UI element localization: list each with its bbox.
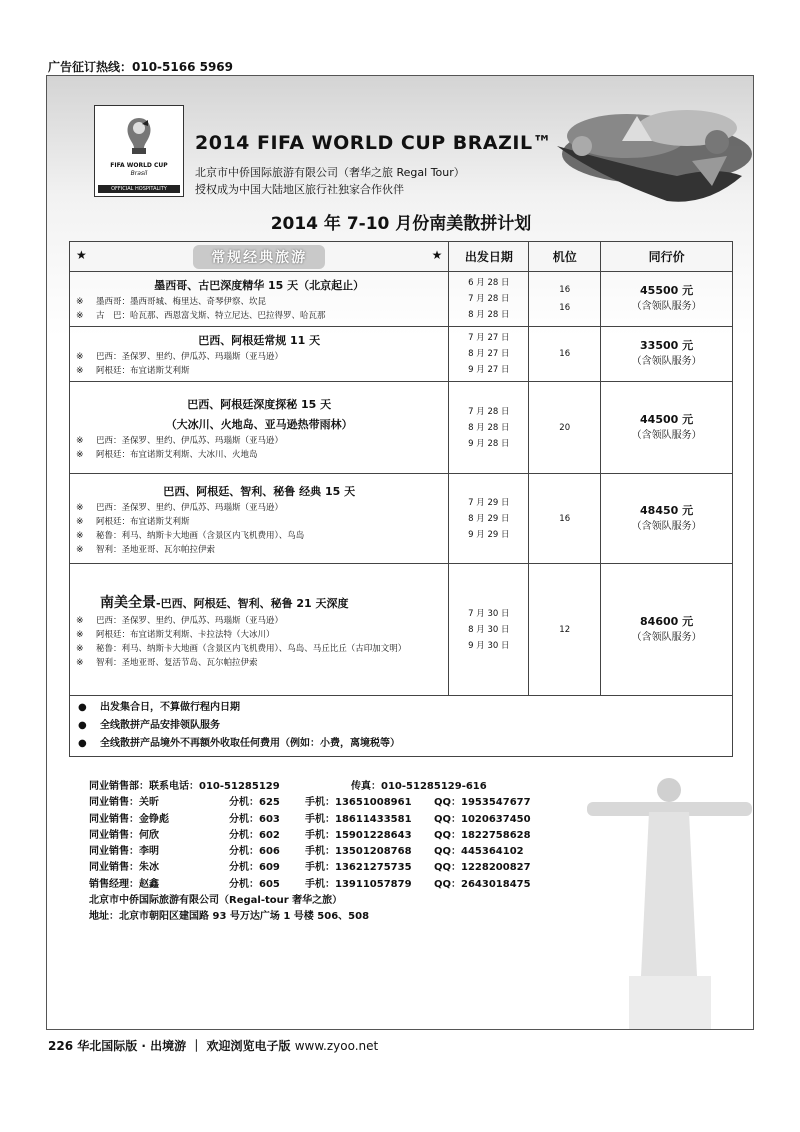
star-icon: ★ [76, 248, 87, 262]
table-row [70, 272, 733, 327]
trade-price: 33500 元 （含领队服务） [601, 327, 733, 382]
decorative-artwork [517, 106, 752, 216]
trade-price: 44500 元 （含领队服务） [601, 382, 733, 474]
route-line: ※ 巴西：圣保罗、里约、伊瓜苏、玛瑙斯（亚马逊） [76, 615, 284, 626]
trade-price: 84600 元 （含领队服务） [601, 564, 733, 696]
star-icon: ★ [431, 248, 443, 262]
notes-row [70, 696, 733, 757]
route-cell [70, 382, 449, 474]
table-row [70, 474, 733, 564]
trade-price: 48450 元 （含领队服务） [601, 474, 733, 564]
dates-column-header: 出发日期 [449, 242, 529, 272]
route-title: 墨西哥、古巴深度精华 15 天（北京起止） [154, 279, 365, 292]
note-item: ● 全线散拼产品境外不再额外收取任何费用（例如：小费，离境税等） [78, 738, 400, 749]
logo-text-hospitality: OFFICIAL HOSPITALITY [98, 185, 180, 193]
departure-dates: 7 月 30 日 8 月 30 日 9 月 30 日 [449, 564, 529, 696]
route-line: ※ 智利：圣地亚哥、瓦尔帕拉伊索 [76, 544, 216, 555]
sales-dept-phone: 同业销售部：联系电话：010-51285129 [89, 781, 280, 792]
trade-price: 45500 元 （含领队服务） [601, 272, 733, 327]
route-title: 南美全景-巴西、阿根廷、智利、秘鲁 21 天深度 [100, 594, 349, 611]
seat-count: 12 [529, 564, 601, 696]
route-line: ※ 墨西哥：墨西哥城、梅里达、奇琴伊察、坎昆 [76, 297, 267, 307]
notes-cell [70, 696, 733, 757]
table-header-row [70, 242, 733, 272]
route-line: ※ 阿根廷：布宜诺斯艾利斯、大冰川、火地岛 [76, 449, 258, 460]
advert-frame: FIFA WORLD CUP Brasil OFFICIAL HOSPITALITY 2014 FIFA WORLD CUP BRAZIL™ 北京市中侨国际旅游有限公司（奢华之旅 Regal Tour） 授权成为中国大陆地区旅行社独家合作伙伴 2014 年 7-10 月份南美散拼计划 ★ 常规经典旅游 ★ 出发日期 机位 同行价 墨西哥、古巴深度精华 15 天（北京起止） ※ 墨西哥：墨西哥城、梅里达、奇琴伊察、坎昆 ※ 古 巴：哈瓦那、西恩富戈斯、特立尼达、巴拉得罗、哈瓦那 6 月 28 日 7 月 28 日 8 月 28 日 16 16 45500 元 （含领队服务） 巴西、阿根廷常规 11 天 ※ 巴西：圣保罗、里约、伊瓜苏、玛瑙斯（亚马逊） ※ 阿根廷：布宜诺斯艾利斯 7 月 27 日 8 月 27 日 9 月 27 日 16 33500 元 （含领队服务） 巴西、阿根廷深度探秘 15 天 （大冰川、火地岛、亚马逊热带雨林） ※ 巴西：圣保罗、里约、伊瓜苏、玛瑙斯（亚马逊） ※ 阿根廷：布宜诺斯艾利斯、大冰川、火地岛 7 月 28 日 8 月 28 日 9 月 28 日 20 44500 元 （含领队服务） 巴西、阿根廷、智利、秘鲁 经典 15 天 ※ 巴西：圣保罗、里约、伊瓜苏、玛瑙斯（亚马逊） ※ 阿根廷：布宜诺斯艾利斯 ※ 秘鲁：利马、纳斯卡大地画（含景区内飞机费用）、鸟岛 ※ 智利：圣地亚哥、瓦尔帕拉伊索 7 月 29 日 8 月 29 日 9 月 29 日 16 48450 元 （含领队服务） 南美全景-巴西、阿根廷、智利、秘鲁 21 天深度 ※ 巴西：圣保罗、里约、伊瓜苏、玛瑙斯（亚马逊） ※ 阿根廷：布宜诺斯艾利斯、卡拉法特（大冰川） ※ 秘鲁：利马、纳斯卡大地画（含景区内飞机费用）、鸟岛、马丘比丘（古印加文明） ※ 智利：圣地亚哥、复活节岛、瓦尔帕拉伊索 7 月 30 日 8 月 30 日 9 月 30 日 12 84600 元 （含领队服务） ● 出发集合日，不算做行程内日期 ● 全线散拼产品安排领队服务 ● 全线散拼产品境外不再额外收取任何费用（例如：小费，离境税等） 同业销售部：联系电话：010-51285129 传真：010-51285129-616 同业销售：关昕 分机：625 手机：13651008961 QQ：1953547677 同业销售：金铮彪 分机：603 手机：18611433581 QQ：1020637450 同业销售：何欣 分机：602 手机：15901228643 QQ：1822758628 同业销售：李明 分机：606 手机：13501208768 QQ：445364102 同业销售：朱冰 分机：609 手机：13621275735 QQ：1228200827 销售经理：赵鑫 分机：605 手机：13911057879 QQ：2643018475 北京市中侨国际旅游有限公司（Regal-tour 奢华之旅） 地址：北京市朝阳区建国路 93 号万达广场 1 号楼 506、508 [46, 75, 754, 1030]
table-row [70, 327, 733, 382]
table-row [70, 564, 733, 696]
route-line: ※ 古 巴：哈瓦那、西恩富戈斯、特立尼达、巴拉得罗、哈瓦那 [76, 311, 326, 321]
route-line: ※ 智利：圣地亚哥、复活节岛、瓦尔帕拉伊索 [76, 657, 258, 668]
ad-hotline: 广告征订热线：010-5166 5969 [48, 60, 234, 74]
plan-title: 2014 年 7-10 月份南美散拼计划 [270, 214, 532, 234]
route-line: ※ 巴西：圣保罗、里约、伊瓜苏、玛瑙斯（亚马逊） [76, 352, 284, 362]
footer-website-link[interactable]: www.zyoo.net [294, 1039, 379, 1053]
footer-text: 226 华北国际版 · 出境游 ｜ 欢迎浏览电子版 [48, 1039, 291, 1053]
route-line: ※ 巴西：圣保罗、里约、伊瓜苏、玛瑙斯（亚马逊） [76, 435, 284, 446]
seat-count: 16 [529, 327, 601, 382]
route-line: ※ 阿根廷：布宜诺斯艾利斯、卡拉法特（大冰川） [76, 629, 275, 640]
tour-plan-table [69, 241, 733, 757]
route-cell [70, 327, 449, 382]
departure-dates: 6 月 28 日 7 月 28 日 8 月 28 日 [449, 272, 529, 327]
route-title: 巴西、阿根廷深度探秘 15 天 [187, 397, 332, 411]
seat-count: 16 16 [529, 272, 601, 327]
company-line: 北京市中侨国际旅游有限公司（奢华之旅 Regal Tour） [195, 166, 465, 179]
world-cup-logo [94, 105, 184, 197]
note-item: ● 出发集合日，不算做行程内日期 [78, 702, 240, 713]
trophy-icon [118, 114, 160, 158]
seats-column-header: 机位 [529, 242, 601, 272]
route-cell [70, 564, 449, 696]
classic-tour-badge: 常规经典旅游 [193, 245, 325, 269]
partner-line: 授权成为中国大陆地区旅行社独家合作伙伴 [195, 183, 404, 196]
departure-dates: 7 月 28 日 8 月 28 日 9 月 28 日 [449, 382, 529, 474]
route-line: ※ 秘鲁：利马、纳斯卡大地画（含景区内飞机费用）、鸟岛、马丘比丘（古印加文明） [76, 643, 407, 654]
route-line: ※ 阿根廷：布宜诺斯艾利斯 [76, 516, 190, 527]
departure-dates: 7 月 27 日 8 月 27 日 9 月 27 日 [449, 327, 529, 382]
route-cell [70, 272, 449, 327]
route-line: ※ 巴西：圣保罗、里约、伊瓜苏、玛瑙斯（亚马逊） [76, 502, 284, 513]
seat-count: 16 [529, 474, 601, 564]
sales-fax: 传真：010-51285129-616 [351, 781, 487, 792]
table-row [70, 382, 733, 474]
route-title: 巴西、阿根廷、智利、秘鲁 经典 15 天 [163, 484, 356, 498]
logo-text-fifa: FIFA WORLD CUP [110, 162, 168, 169]
route-title: 巴西、阿根廷常规 11 天 [198, 334, 321, 347]
page-footer [48, 1037, 378, 1054]
logo-text-brasil: Brasil [130, 170, 148, 177]
seat-count: 20 [529, 382, 601, 474]
route-line: ※ 阿根廷：布宜诺斯艾利斯 [76, 366, 190, 376]
world-cup-title: 2014 FIFA WORLD CUP BRAZIL™ [195, 132, 553, 154]
route-cell [70, 474, 449, 564]
route-line: ※ 秘鲁：利马、纳斯卡大地画（含景区内飞机费用）、鸟岛 [76, 530, 305, 541]
route-column-header [70, 242, 449, 272]
departure-dates: 7 月 29 日 8 月 29 日 9 月 29 日 [449, 474, 529, 564]
note-item: ● 全线散拼产品安排领队服务 [78, 720, 220, 731]
price-column-header: 同行价 [601, 242, 733, 272]
christ-statue-illustration [577, 766, 754, 1030]
route-subtitle: （大冰川、火地岛、亚马逊热带雨林） [165, 417, 353, 431]
